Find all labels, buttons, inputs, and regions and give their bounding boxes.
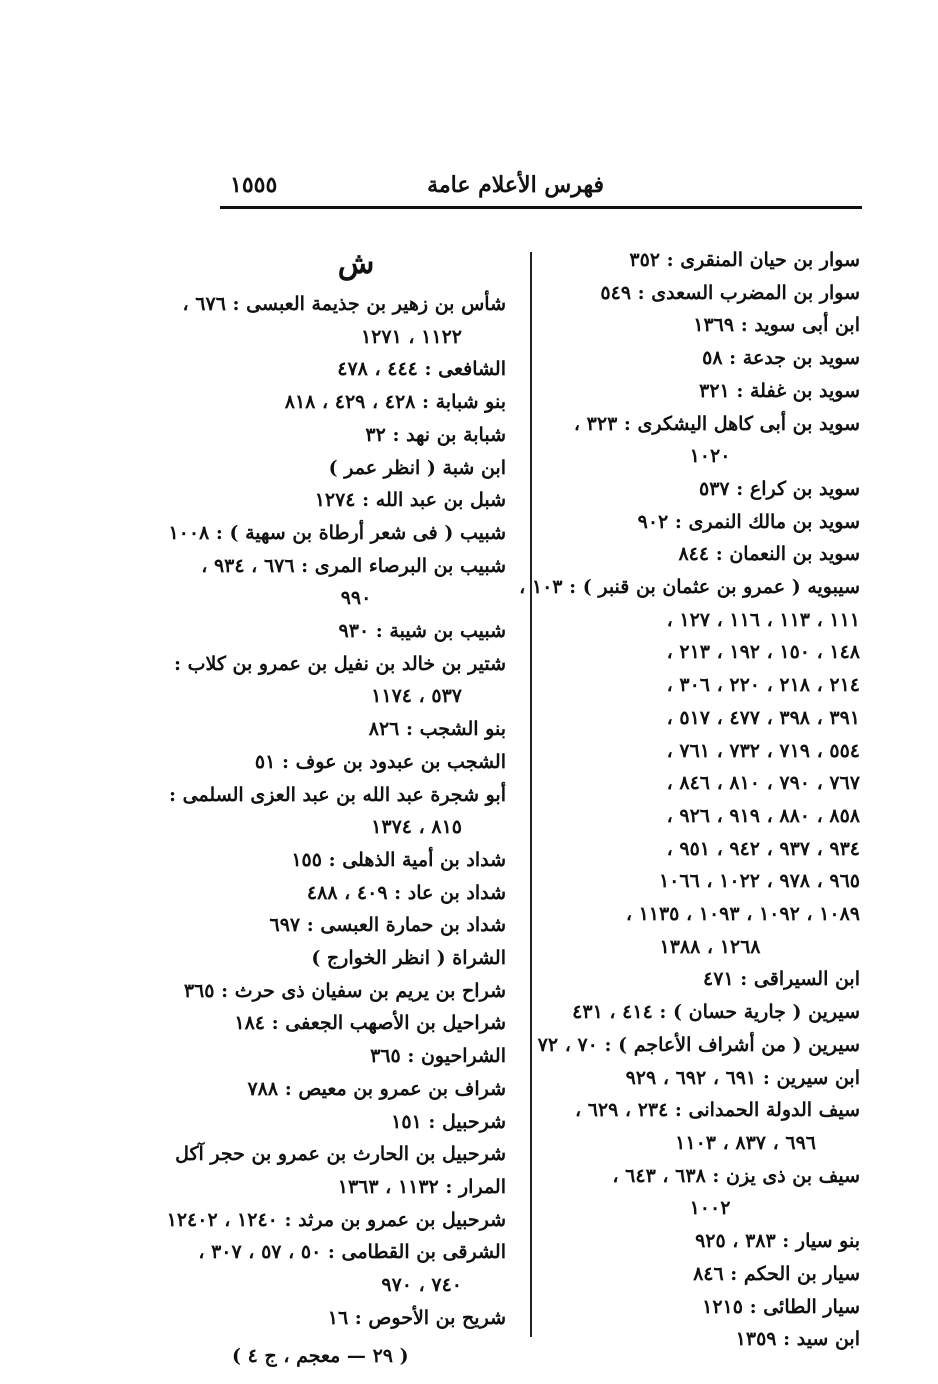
index-entry: شبيب ( فى شعر أرطاة بن سهية ) : ١٠٠٨ bbox=[168, 521, 506, 544]
index-entry: سويد بن النعمان : ٨٤٤ bbox=[678, 543, 860, 566]
index-entry-continuation: ١٢٦٨ ، ١٣٨٨ bbox=[659, 935, 761, 958]
index-entry: شبل بن عبد الله : ١٢٧٤ bbox=[314, 489, 506, 512]
index-entry: شرحبيل بن عمرو بن مرثد : ١٢٤٠ ، ١٢٤٠٢ bbox=[166, 1208, 506, 1231]
index-entry: الشرقى بن القطامى : ٥٠ ، ٥٧ ، ٣٠٧ ، bbox=[198, 1241, 506, 1264]
header-rule bbox=[220, 206, 862, 209]
index-entry: الشراة ( انظر الخوارج ) bbox=[311, 947, 506, 970]
index-entry: سويد بن كراع : ٥٣٧ bbox=[699, 477, 860, 500]
index-entry-continuation: ٨١٥ ، ١٣٧٤ bbox=[371, 816, 462, 839]
index-entry-continuation: ٧٤٠ ، ٩٧٠ bbox=[381, 1274, 462, 1297]
index-entry-continuation: ٩٩٠ bbox=[340, 587, 372, 610]
index-entry: الشجب بن عبدود بن عوف : ٥١ bbox=[254, 750, 506, 773]
index-entry-continuation: ٩٦٥ ، ٩٧٨ ، ١٠٢٢ ، ١٠٦٦ bbox=[658, 870, 860, 893]
index-entry: شداد بن عاد : ٤٠٩ ، ٤٨٨ bbox=[306, 881, 506, 904]
index-entry: شريح بن الأحوص : ١٦ bbox=[327, 1306, 506, 1329]
index-entry: سيرين ( جارية حسان ) : ٤١٤ ، ٤٣١ bbox=[572, 1001, 860, 1024]
index-entry-continuation: ٧٦٧ ، ٧٩٠ ، ٨١٠ ، ٨٤٦ ، bbox=[666, 772, 860, 795]
index-entry: شأس بن زهير بن جذيمة العبسى : ٦٧٦ ، bbox=[182, 293, 506, 315]
index-entry: شراح بن يريم بن سفيان ذى حرث : ٣٦٥ bbox=[183, 979, 506, 1002]
index-entry: شبيب بن البرصاء المرى : ٦٧٦ ، ٩٣٤ ، bbox=[201, 554, 506, 577]
index-entry: سيرين ( من أشراف الأعاجم ) : ٧٠ ، ٧٢ bbox=[537, 1033, 860, 1056]
index-entry: أبو شجرة عبد الله بن عبد العزى السلمى : bbox=[168, 783, 506, 806]
index-entry: سيف بن ذى يزن : ٦٣٨ ، ٦٤٣ ، bbox=[612, 1164, 860, 1187]
index-entry: ابن سيرين : ٦٩١ ، ٦٩٢ ، ٩٢٩ bbox=[625, 1066, 860, 1089]
index-entry: سويد بن مالك النمرى : ٩٠٢ bbox=[637, 510, 860, 533]
index-entry: بنو الشجب : ٨٢٦ bbox=[368, 718, 506, 741]
index-entry-continuation: ٥٣٧ ، ١١٧٤ bbox=[371, 685, 462, 708]
index-entry-continuation: ١١٢٢ ، ١٢٧١ bbox=[360, 325, 462, 348]
index-entry: شداد بن أمية الذهلى : ١٥٥ bbox=[291, 848, 506, 871]
index-entry-continuation: ١٠٠٢ bbox=[689, 1197, 731, 1220]
index-entry-continuation: المرار : ١١٣٢ ، ١٣٦٣ bbox=[337, 1175, 506, 1198]
index-entry-continuation: ٩٣٤ ، ٩٣٧ ، ٩٤٢ ، ٩٥١ ، bbox=[666, 837, 860, 860]
index-entry: ابن سيد : ١٣٥٩ bbox=[735, 1328, 860, 1351]
left-entries bbox=[166, 288, 506, 1335]
index-entry: سيار بن الحكم : ٨٤٦ bbox=[693, 1262, 860, 1285]
index-entry: سويد بن جدعة : ٥٨ bbox=[702, 347, 860, 370]
index-entry: شبيب بن شيبة : ٩٣٠ bbox=[338, 620, 506, 643]
index-entry: سيبويه ( عمرو بن عثمان بن قنبر ) : ١٠٣ ، bbox=[519, 576, 860, 599]
page-header bbox=[220, 170, 862, 206]
index-entry-continuation: ١١١ ، ١١٣ ، ١١٦ ، ١٢٧ ، bbox=[666, 608, 860, 631]
index-entry: سوار بن حيان المنقرى : ٣٥٢ bbox=[629, 249, 860, 271]
index-entry: شرحبيل : ١٥١ bbox=[391, 1110, 506, 1133]
index-entry: شرحبيل بن الحارث بن عمرو بن حجر آكل bbox=[175, 1143, 506, 1166]
index-entry: سيار الطائى : ١٢١٥ bbox=[702, 1295, 860, 1318]
signature-mark: ( ٢٩ — معجم ، ج ٤ ) bbox=[232, 1345, 409, 1367]
index-entry: شراحيل بن الأصهب الجعفى : ١٨٤ bbox=[234, 1012, 506, 1035]
index-column-left bbox=[166, 244, 506, 1335]
index-entry: بنو شبابة : ٤٢٨ ، ٤٢٩ ، ٨١٨ bbox=[284, 391, 506, 414]
index-entry: شراف بن عمرو بن معيص : ٧٨٨ bbox=[247, 1077, 506, 1100]
index-entry-continuation: ١٤٨ ، ١٥٠ ، ١٩٢ ، ٢١٣ ، bbox=[666, 641, 860, 664]
index-entry-continuation: ٢١٤ ، ٢١٨ ، ٢٢٠ ، ٣٠٦ ، bbox=[666, 674, 860, 697]
index-entry-continuation: ١٠٨٩ ، ١٠٩٢ ، ١٠٩٣ ، ١١٣٥ ، bbox=[625, 903, 860, 926]
index-entry: سويد بن أبى كاهل اليشكرى : ٣٢٣ ، bbox=[573, 412, 860, 435]
index-entry: بنو سيار : ٣٨٣ ، ٩٢٥ bbox=[695, 1230, 860, 1253]
index-entry: سويد بن غفلة : ٣٢١ bbox=[699, 379, 860, 402]
index-entry: شتير بن خالد بن نفيل بن عمرو بن كلاب : bbox=[174, 652, 506, 675]
index-entry: شبابة بن نهد : ٣٢ bbox=[365, 423, 506, 446]
index-entry: ابن شبة ( انظر عمر ) bbox=[328, 456, 506, 479]
page-number: ١٥٥٥ bbox=[230, 172, 278, 198]
index-entry: الشافعى : ٤٤٤ ، ٤٧٨ bbox=[337, 358, 506, 381]
index-entry: شداد بن حمارة العبسى : ٦٩٧ bbox=[269, 914, 506, 937]
index-entry-continuation: ٨٥٨ ، ٨٨٠ ، ٩١٩ ، ٩٢٦ ، bbox=[666, 804, 860, 827]
index-entry: الشراحيون : ٣٦٥ bbox=[370, 1045, 506, 1068]
index-entry: ابن أبى سويد : ١٣٦٩ bbox=[693, 314, 860, 337]
index-entry-continuation: ٦٩٦ ، ٨٣٧ ، ١١٠٣ bbox=[675, 1131, 816, 1154]
index-entry: سوار بن المضرب السعدى : ٥٤٩ bbox=[600, 281, 860, 304]
index-entry-continuation: ١٠٢٠ bbox=[689, 445, 731, 468]
index-entry: سيف الدولة الحمدانى : ٢٣٤ ، ٦٢٩ ، bbox=[574, 1099, 860, 1122]
page-title: فهرس الأعلام عامة bbox=[427, 172, 604, 198]
index-entry-continuation: ٣٩١ ، ٣٩٨ ، ٤٧٧ ، ٥١٧ ، bbox=[666, 706, 860, 729]
column-divider bbox=[530, 252, 532, 1337]
index-column-right bbox=[519, 244, 860, 1356]
index-entry: ابن السيراقى : ٤٧١ bbox=[703, 968, 860, 991]
section-letter: ش bbox=[337, 246, 375, 281]
index-entry-continuation: ٥٥٤ ، ٧١٩ ، ٧٣٢ ، ٧٦١ ، bbox=[666, 739, 860, 762]
